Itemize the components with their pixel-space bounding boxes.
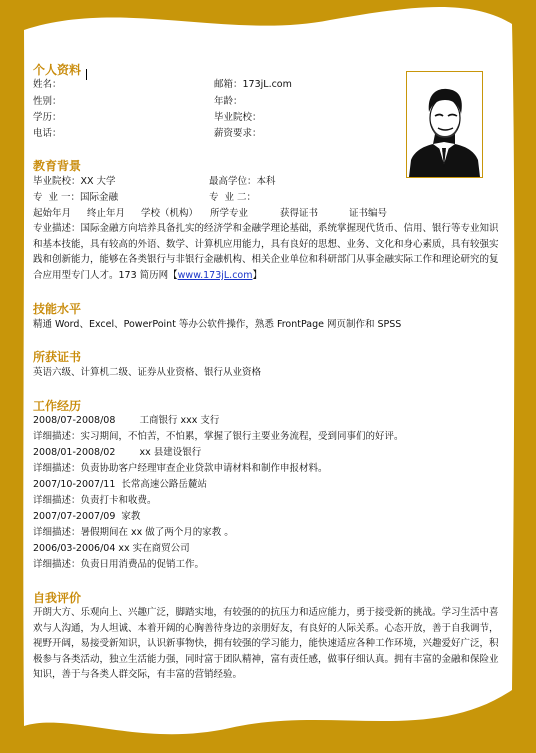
edu-col-end: 终止年月 (87, 208, 126, 219)
work-line: 详细描述：负责日用消费品的促销工作。 (33, 559, 205, 570)
edu-col-cert-number: 证书编号 (349, 208, 388, 219)
portrait-silhouette-icon (407, 72, 482, 177)
edu-col-start: 起始年月 (33, 208, 72, 219)
work-line: 2008/07-2008/08 工商银行 xxx 支行 (33, 415, 220, 426)
edu-col-certificate: 获得证书 (280, 208, 319, 219)
work-line: 详细描述：负责协助客户经理审查企业贷款申请材料和制作申报材料。 (33, 463, 328, 474)
edu-school: 毕业院校：XX 大学 (33, 176, 116, 187)
work-line: 2006/03-2006/04 xx 实在商贸公司 (33, 543, 190, 554)
field-education: 学历： (33, 112, 62, 123)
field-email: 邮箱：173jL.com (214, 79, 292, 90)
section-heading-skills: 技能水平 (33, 302, 82, 316)
section-heading-education: 教育背景 (33, 159, 82, 173)
edu-degree: 最高学位：本科 (209, 176, 276, 187)
profile-photo (406, 71, 483, 178)
work-line: 2007/10-2007/11 长常高速公路岳麓站 (33, 479, 207, 490)
section-heading-certificates: 所获证书 (33, 350, 82, 364)
field-name: 姓名： (33, 79, 62, 90)
field-age: 年龄： (214, 96, 243, 107)
edu-description-end: 】 (252, 269, 263, 281)
self-evaluation-text: 开朗大方、乐观向上、兴趣广泛，脚踏实地，有较强的的抗压力和适应能力，勇于接受新的挑战。学习生活中喜欢与人沟通，为人坦诚、本着开阔的心胸善待身边的亲朋好友，有良好的人际关系。心态开放，善于自我调节，视野开阔，易接受新知识，认识新事物快，拥有较强的学习能力，能快速适应各种工作环境，兴趣爱好广泛，积极参与各类活动，独立生活能力强，同时富于团队精神，富有责任感，做事仔细认真。拥有丰富的金融和保险业知识，善于与各类人群交际，有丰富的营销经验。 (33, 607, 499, 681)
edu-major-one: 专 业 一：国际金融 (33, 192, 119, 203)
section-heading-personal: 个人资料 (33, 63, 82, 77)
work-line: 详细描述：负责打卡和收费。 (33, 495, 157, 506)
field-gender: 性别： (33, 96, 62, 107)
edu-col-major: 所学专业 (210, 208, 249, 219)
work-line: 详细描述：暑假期间在 xx 做了两个月的家教 。 (33, 527, 234, 538)
edu-description (33, 221, 507, 283)
edu-col-institution: 学校（机构） (141, 208, 199, 219)
field-salary: 薪资要求： (214, 128, 262, 139)
field-phone: 电话： (33, 128, 62, 139)
work-line: 2007/07-2007/09 家教 (33, 511, 141, 522)
work-line: 2008/01-2008/02 xx 县建设银行 (33, 447, 202, 458)
edu-description-text: 专业描述：国际金融方向培养具备扎实的经济学和金融学理论基础，系统掌握现代货币、信用、银行等专业知识和基本技能，具有较高的外语、数学、计算机应用能力，具有良好的思想、业务、文化和身心素质，具有较强实践和创新能力，能够在各类银行与非银行金融机构、相关企业单位和科研部门从事金融实际工作和理论研究的复合应用型专门人才。173 简历网【 (33, 223, 499, 281)
skills-text: 精通 Word、Excel、PowerPoint 等办公软件操作，熟悉 FrontPage 网页制作和 SPSS (33, 319, 402, 330)
text-cursor (86, 69, 87, 80)
work-line: 详细描述：实习期间，不怕苦，不怕累，掌握了银行主要业务流程，受到同事们的好评。 (33, 431, 404, 442)
section-heading-work: 工作经历 (33, 399, 82, 413)
field-school: 毕业院校： (214, 112, 262, 123)
website-link[interactable]: www.173jL.com (177, 269, 253, 281)
certificates-text: 英语六级、计算机二级、证券从业资格、银行从业资格 (33, 367, 262, 378)
edu-major-two: 专 业 二： (209, 192, 257, 203)
section-heading-self-evaluation: 自我评价 (33, 591, 82, 605)
